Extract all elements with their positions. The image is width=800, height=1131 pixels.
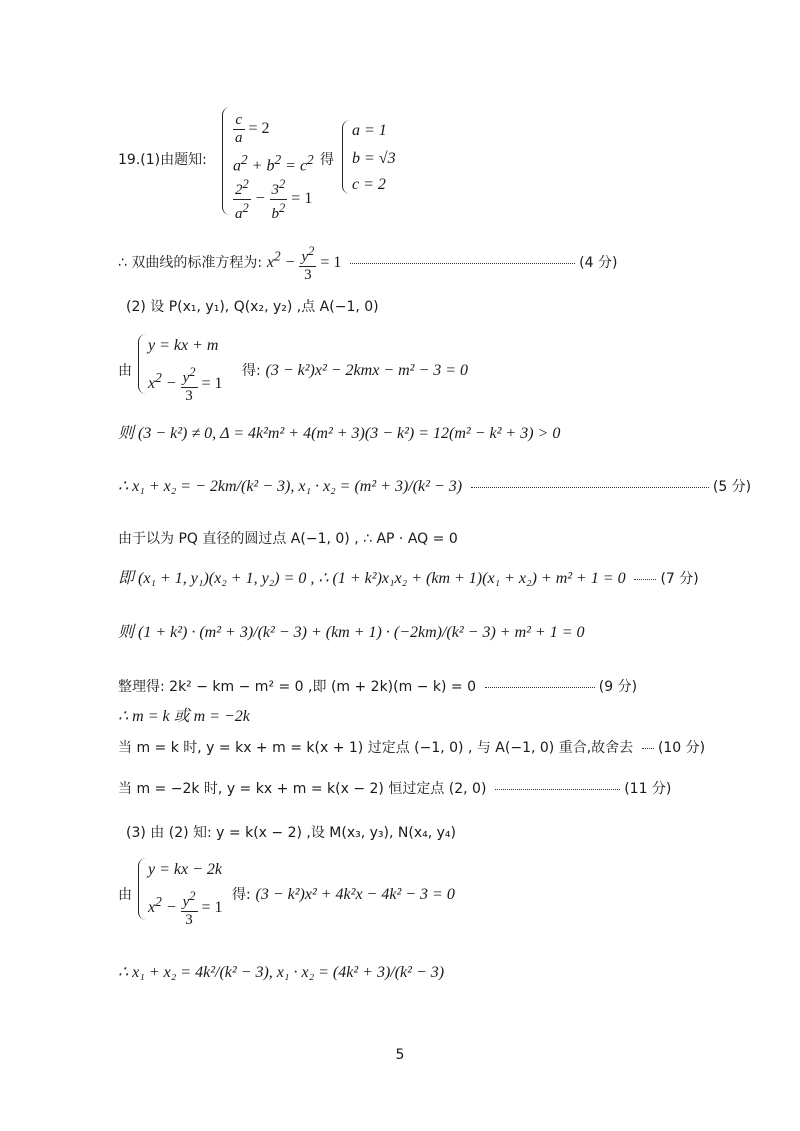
system4-brace: [138, 858, 146, 920]
system4-eq2: $x^2$ − $\frac{y^2}{3}$ = 1: [148, 889, 223, 928]
std-equation-line: ∴ 双曲线的标准方程为: $x^2$ − $\frac{y^2}{3}$ = 1 (4 分): [118, 244, 618, 283]
system2-brace: [342, 120, 350, 194]
system3-eq1: y = kx + m: [148, 337, 219, 354]
system2-eq3: c = 2: [352, 176, 386, 193]
part2-intro: (2) 设 P(x₁, y₁), Q(x₂, y₂) ,点 A(−1, 0): [126, 299, 379, 315]
vieta-line: ∴ x₁ + x₂ = − 2km/(k² − 3), x₁ · x₂ = (m² + 3)/(k² − 3) (5 分): [118, 478, 752, 495]
system1-eq2: $a^2 + b^2 = c^2$: [233, 152, 314, 175]
case1-line: 当 m = k 时, y = kx + m = k(x + 1) 过定点 (−1, 0) , 与 A(−1, 0) 重合,故舍去 (10 分): [118, 740, 706, 756]
discriminant-line: 则 (3 − k²) ≠ 0, Δ = 4k²m² + 4(m² + 3)(3 − k²) = 12(m² − k² + 3) > 0: [118, 425, 561, 442]
part1-label: 19.(1)由题知:: [118, 152, 207, 168]
part2-result: 得: (3 − k²)x² − 2kmx − m² − 3 = 0: [242, 362, 469, 379]
page-number: 5: [395, 1047, 405, 1063]
system1-eq3: $\frac{2^2}{a^2}$ − $\frac{3^2}{b^2}$ = 1: [235, 177, 313, 222]
case2-line: 当 m = −2k 时, y = kx + m = k(x − 2) 恒过定点 (2, 0) (11 分): [118, 781, 672, 797]
simplify-line: 整理得: 2k² − km − m² = 0 ,即 (m + 2k)(m − k) = 0 (9 分): [118, 679, 638, 695]
part3-you: 由: [118, 887, 132, 903]
system1-brace: [222, 107, 231, 215]
system1-de: 得: [320, 152, 334, 168]
system2-eq2: b = √3: [352, 150, 396, 167]
dot-product-line: 即 (x₁ + 1, y₁)(x₂ + 1, y₂) = 0 , ∴ (1 + k²)x₁x₂ + (km + 1)(x₁ + x₂) + m² + 1 = 0 (7 分): [118, 570, 699, 587]
part3-result: 得: (3 − k²)x² + 4k²x − 4k² − 3 = 0: [232, 886, 455, 903]
system1-eq1: $\frac{c}{a}$ = 2: [235, 112, 270, 146]
system3-eq2: $x^2$ − $\frac{y^2}{3}$ = 1: [148, 365, 223, 404]
circle-condition: 由于以为 PQ 直径的圆过点 A(−1, 0) , ∴ AP · AQ = 0: [118, 531, 458, 547]
part3-intro: (3) 由 (2) 知: y = k(x − 2) ,设 M(x₃, y₃), N(x₄, y₄): [126, 825, 456, 841]
substitution-line: 则 (1 + k²) · (m² + 3)/(k² − 3) + (km + 1) · (−2km)/(k² − 3) + m² + 1 = 0: [118, 624, 585, 641]
system4-eq1: y = kx − 2k: [148, 861, 222, 878]
system3-brace: [138, 334, 146, 394]
m-cases: ∴ m = k 或 m = −2k: [118, 708, 250, 725]
part3-vieta: ∴ x₁ + x₂ = 4k²/(k² − 3), x₁ · x₂ = (4k² + 3)/(k² − 3): [118, 964, 445, 981]
part2-you: 由: [118, 363, 132, 379]
system2-eq1: a = 1: [352, 122, 387, 139]
